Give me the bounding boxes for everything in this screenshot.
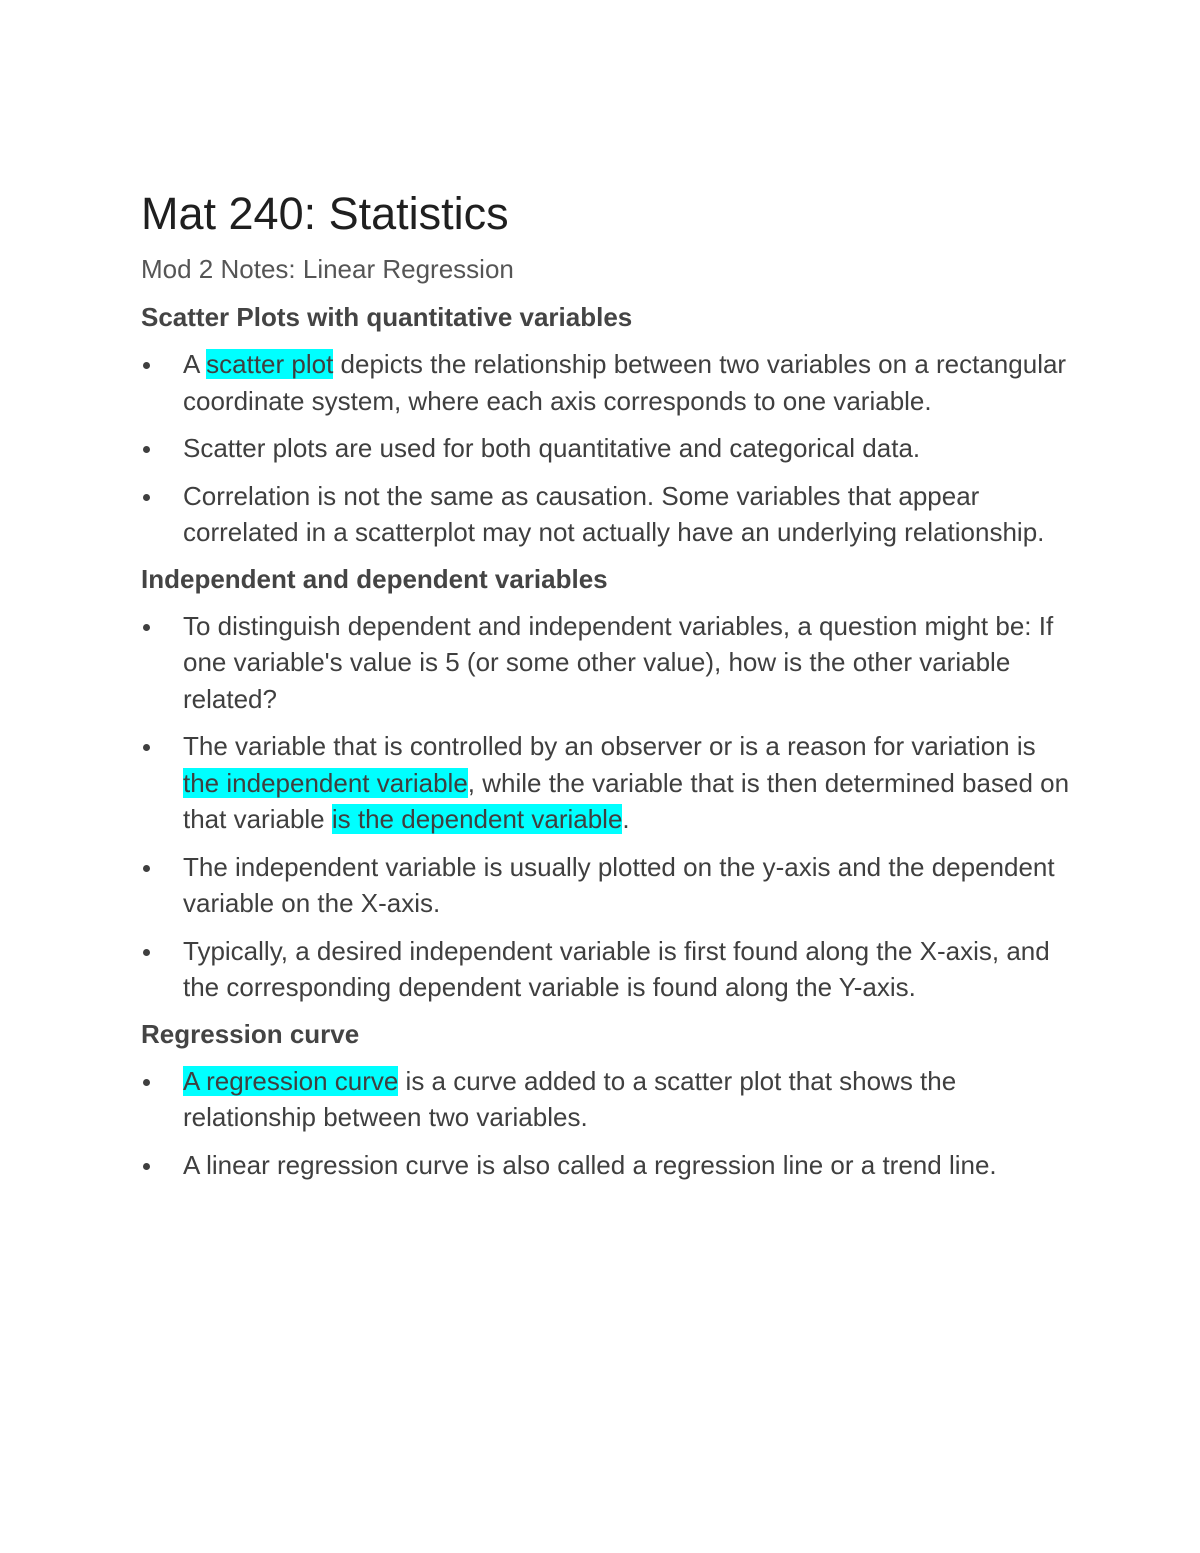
bullet-icon bbox=[143, 744, 150, 751]
highlighted-term: scatter plot bbox=[206, 349, 334, 379]
bullet-icon bbox=[143, 446, 150, 453]
highlighted-term: the independent variable bbox=[183, 767, 468, 798]
list-item bbox=[141, 849, 1071, 922]
bullet-text: A linear regression curve is also called a regression line or a trend line. bbox=[183, 1149, 997, 1180]
list-item bbox=[141, 478, 1071, 551]
highlighted-term: A regression curve bbox=[183, 1065, 399, 1096]
highlighted-term: is the dependent variable bbox=[331, 804, 623, 834]
bullet-icon bbox=[143, 362, 150, 369]
section-heading-independent-dependent: Independent and dependent variables bbox=[141, 563, 608, 594]
bullet-icon bbox=[143, 865, 150, 872]
bullet-text: . bbox=[622, 804, 630, 834]
bullet-text: The variable that is controlled by an observer or is a reason for variation is bbox=[183, 731, 1036, 761]
list-item bbox=[141, 608, 1071, 718]
list-item bbox=[141, 1147, 1071, 1184]
bullet-text: , while the variable that is then determined based on that variable bbox=[183, 767, 1070, 834]
bullet-icon bbox=[143, 624, 150, 631]
bullet-icon bbox=[143, 1079, 150, 1086]
section-heading-regression-curve: Regression curve bbox=[141, 1018, 360, 1049]
page-subtitle: Mod 2 Notes: Linear Regression bbox=[141, 254, 514, 284]
bullet-text: depicts the relationship between two variables on a rectangular coordinate system, where each axis corresponds to one variable. bbox=[183, 349, 1067, 416]
list-item bbox=[141, 346, 1071, 419]
list-item bbox=[141, 933, 1071, 1006]
bullet-text: To distinguish dependent and independent variables, a question might be: If one variable's value is 5 (or some other value), how is the other variable related? bbox=[183, 610, 1054, 714]
bullet-icon bbox=[143, 949, 150, 956]
bullet-icon bbox=[143, 1163, 150, 1170]
bullet-text: Scatter plots are used for both quantitative and categorical data. bbox=[183, 433, 921, 463]
list-item bbox=[141, 728, 1071, 838]
document-page bbox=[141, 184, 1071, 1183]
bullet-text: A bbox=[183, 349, 207, 379]
bullet-list-scatter-plots bbox=[141, 346, 1071, 551]
bullet-list-independent-dependent bbox=[141, 608, 1071, 1006]
bullet-icon bbox=[143, 494, 150, 501]
bullet-list-regression-curve bbox=[141, 1063, 1071, 1184]
bullet-text: Correlation is not the same as causation. Some variables that appear correlated in a scatterplot may not actually have an underlying relationship. bbox=[183, 480, 1045, 547]
list-item bbox=[141, 1063, 1071, 1136]
section-heading-scatter-plots: Scatter Plots with quantitative variables bbox=[141, 302, 633, 332]
bullet-text: Typically, a desired independent variable is first found along the X-axis, and the corresponding dependent variable is found along the Y-axis. bbox=[183, 935, 1050, 1002]
bullet-text: is a curve added to a scatter plot that shows the relationship between two variables. bbox=[183, 1065, 957, 1132]
page-title: Mat 240: Statistics bbox=[141, 188, 509, 239]
list-item bbox=[141, 430, 1071, 467]
bullet-text: The independent variable is usually plotted on the y-axis and the dependent variable on the X-axis. bbox=[183, 851, 1055, 918]
